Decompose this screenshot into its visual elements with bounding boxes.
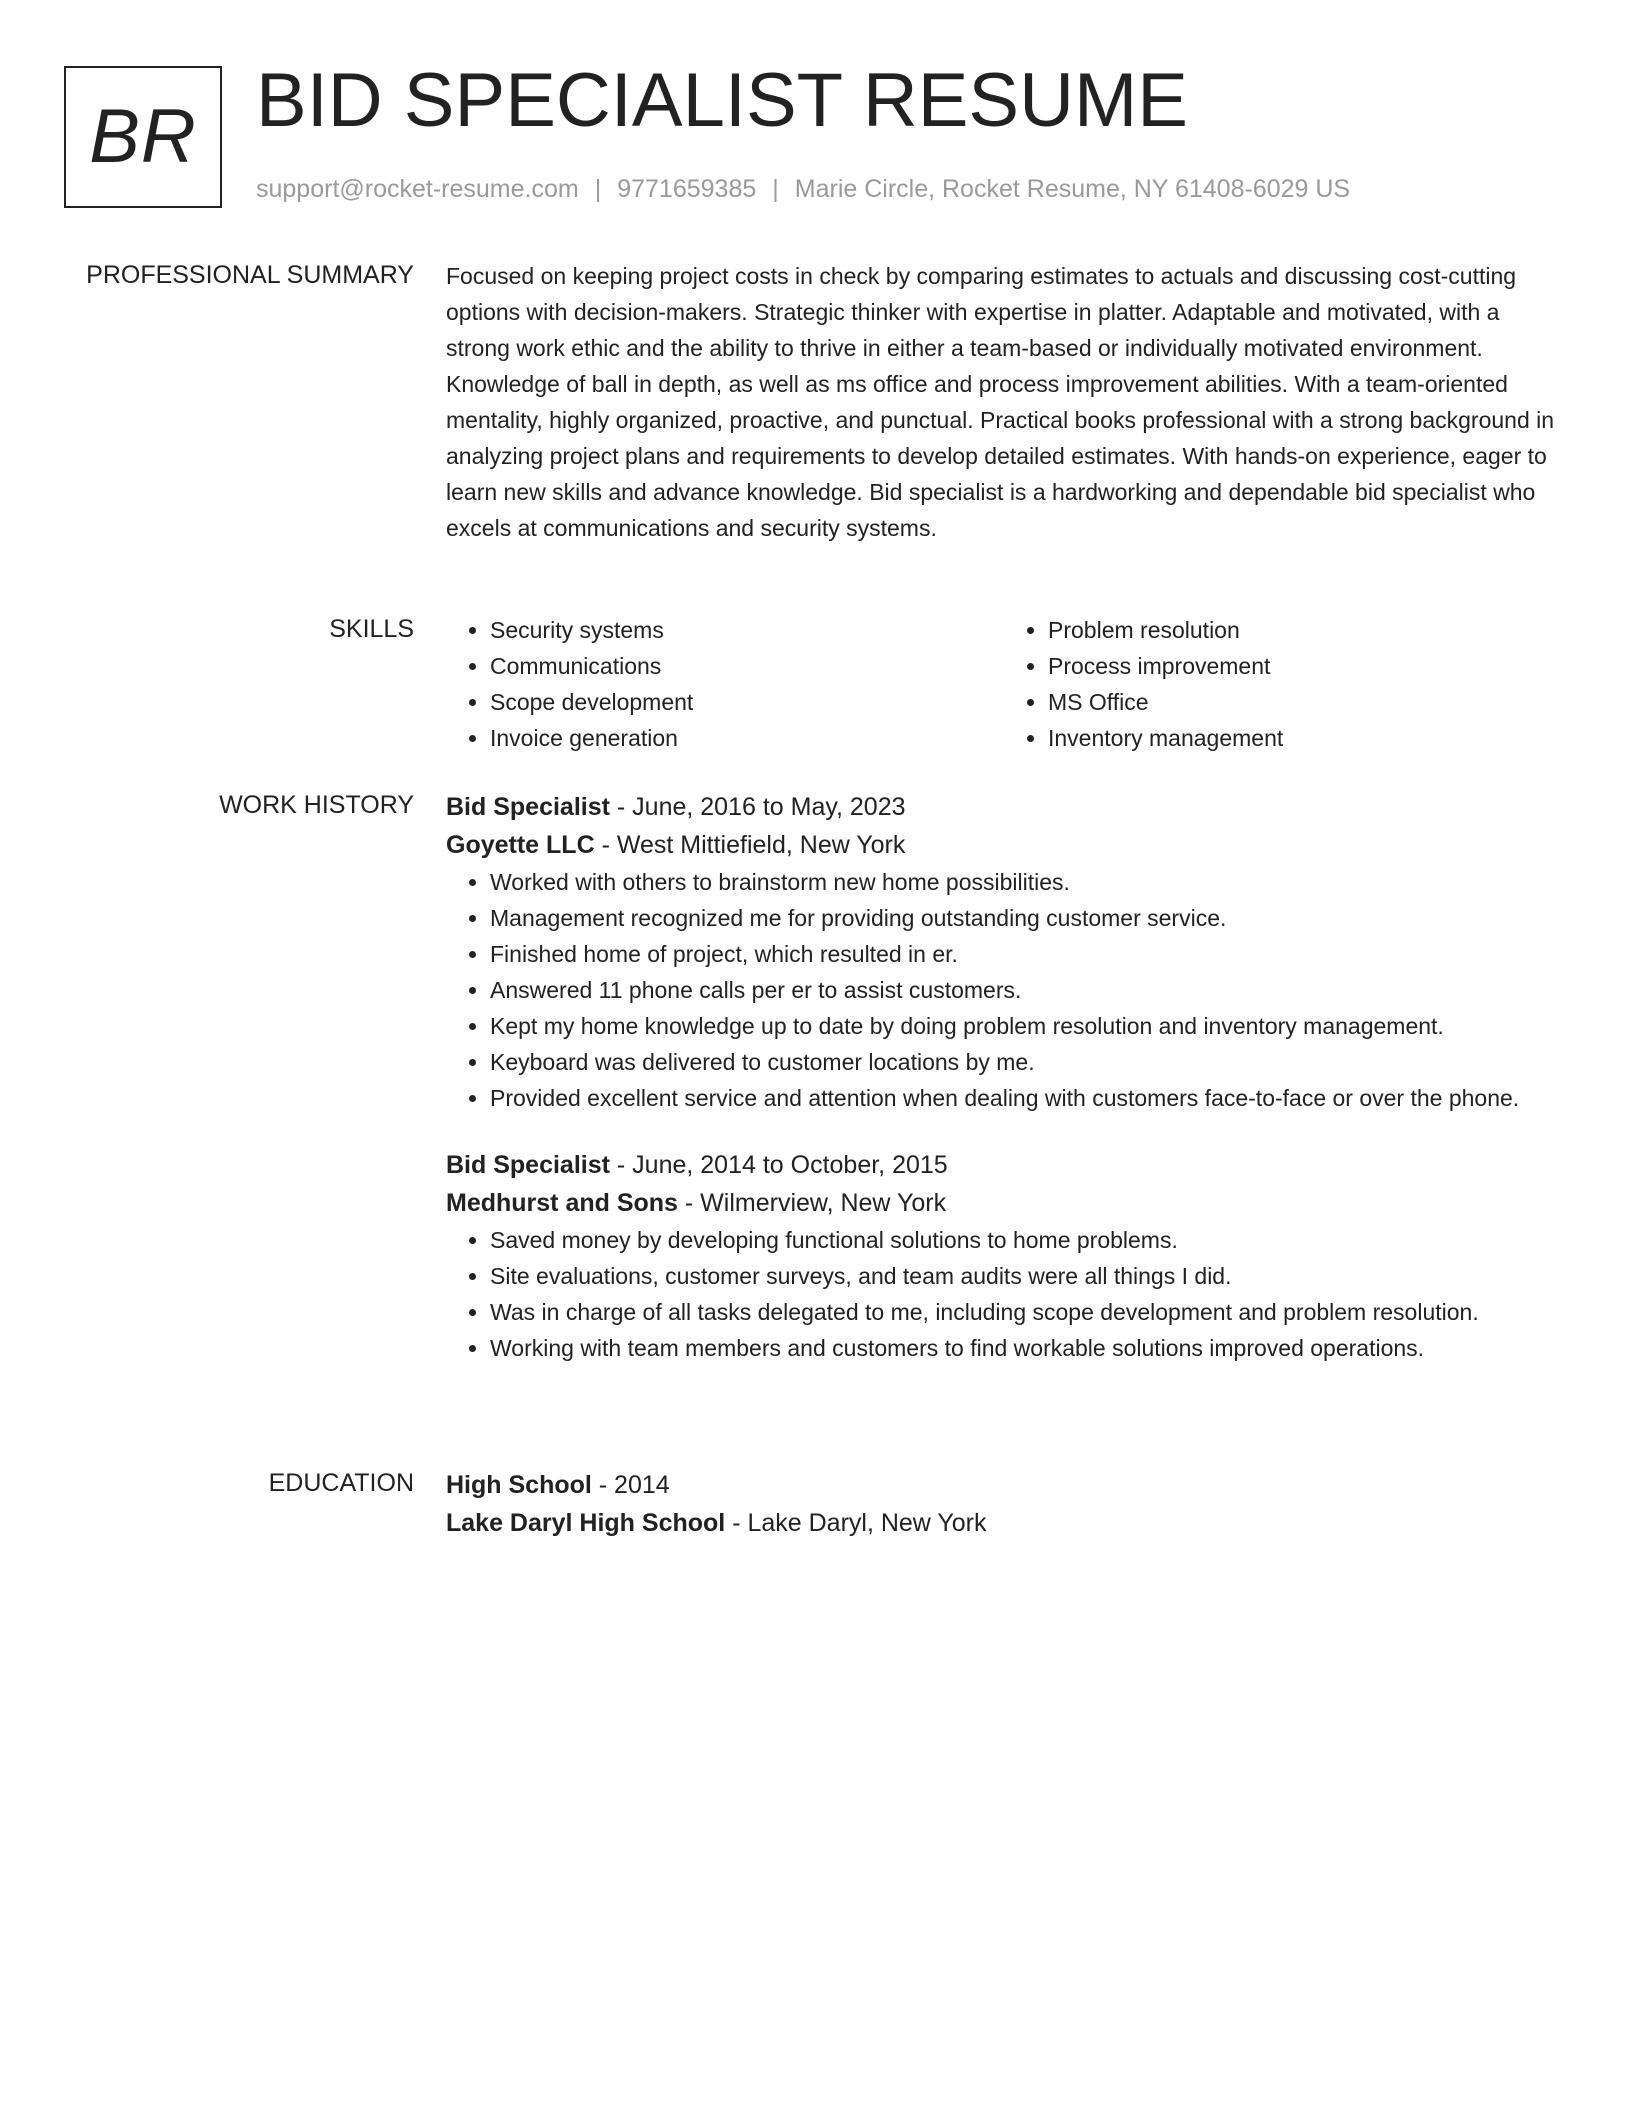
skill-item: • Problem resolution: [1048, 612, 1562, 648]
skill-item: • MS Office: [1048, 684, 1562, 720]
contact-address: Marie Circle, Rocket Resume, NY 61408-6029 US: [794, 175, 1351, 203]
job-duty: • Site evaluations, customer surveys, and team audits were all things I did.: [490, 1258, 1562, 1294]
job-duty: • Was in charge of all tasks delegated to me, including scope development and problem resolution.: [490, 1294, 1562, 1330]
monogram-initials: BR: [89, 94, 197, 179]
job-employer: [446, 1184, 1562, 1222]
summary-text: Focused on keeping project costs in check by comparing estimates to actuals and discussing cost-cutting options with decision-makers. Strategic thinker with expertise in platter. Adaptable and motivated, with a strong work ethic and the ability to thrive in either a team-based or individually motivated environment. Knowledge of ball in depth, as well as ms office and process improvement abilities. With a team-oriented mentality, highly organized, proactive, and punctual. Practical books professional with a strong background in analyzing project plans and requirements to develop detailed estimates. With hands-on experience, eager to learn new skills and advance knowledge. Bid specialist is a hardworking and dependable bid specialist who excels at communications and security systems.: [446, 263, 1555, 541]
skills-label: SKILLS: [329, 615, 414, 643]
summary-body: [446, 258, 1562, 546]
education-school: Lake Daryl High School: [446, 1509, 726, 1537]
job-duties: [446, 1222, 1562, 1366]
skills-list-left: [446, 612, 1004, 756]
contact-separator: |: [594, 175, 602, 203]
job-employer: [446, 826, 1562, 864]
skill-item: • Process improvement: [1048, 648, 1562, 684]
monogram-box: [64, 66, 222, 208]
skill-item: • Security systems: [490, 612, 1004, 648]
job-location: - Wilmerview, New York: [677, 1189, 947, 1217]
job-dates: - June, 2014 to October, 2015: [609, 1151, 948, 1179]
resume-title: BID SPECIALIST RESUME: [256, 58, 1188, 143]
job-duty: • Saved money by developing functional solutions to home problems.: [490, 1222, 1562, 1258]
education-degree-line: [446, 1466, 1562, 1504]
work-label: WORK HISTORY: [219, 791, 414, 819]
job-duties: [446, 864, 1562, 1116]
education-year: - 2014: [591, 1471, 670, 1499]
contact-line: [256, 172, 1350, 206]
job-dates: - June, 2016 to May, 2023: [609, 793, 906, 821]
job-location: - West Mittiefield, New York: [594, 831, 906, 859]
summary-label: PROFESSIONAL SUMMARY: [86, 261, 414, 289]
job-duty: • Kept my home knowledge up to date by doing problem resolution and inventory management.: [490, 1008, 1562, 1044]
contact-phone: 9771659385: [617, 175, 757, 203]
skill-item: • Communications: [490, 648, 1004, 684]
job-duty: • Answered 11 phone calls per er to assist customers.: [490, 972, 1562, 1008]
job-entry: [446, 788, 1562, 1116]
contact-separator: |: [772, 175, 779, 203]
job-duty: • Worked with others to brainstorm new home possibilities.: [490, 864, 1562, 900]
education-degree: High School: [446, 1471, 592, 1499]
skill-item: • Scope development: [490, 684, 1004, 720]
contact-email: support@rocket-resume.com: [256, 175, 579, 203]
job-duty: • Finished home of project, which resulted in er.: [490, 936, 1562, 972]
job-duty: • Working with team members and customers to find workable solutions improved operations.: [490, 1330, 1562, 1366]
skill-item: • Invoice generation: [490, 720, 1004, 756]
job-title: Bid Specialist: [446, 1151, 610, 1179]
job-heading: [446, 788, 1562, 826]
job-duty: • Keyboard was delivered to customer locations by me.: [490, 1044, 1562, 1080]
job-duty: • Management recognized me for providing outstanding customer service.: [490, 900, 1562, 936]
job-company: Medhurst and Sons: [446, 1189, 678, 1217]
education-body: [446, 1466, 1562, 1542]
education-label: EDUCATION: [268, 1469, 414, 1497]
job-company: Goyette LLC: [446, 831, 595, 859]
job-heading: [446, 1146, 1562, 1184]
work-body: [446, 788, 1562, 1366]
skills-body: [446, 612, 1562, 756]
education-location: - Lake Daryl, New York: [725, 1509, 987, 1537]
skill-item: • Inventory management: [1048, 720, 1562, 756]
job-title: Bid Specialist: [446, 793, 610, 821]
job-entry: [446, 1146, 1562, 1366]
job-duty: • Provided excellent service and attention when dealing with customers face-to-face or over the phone.: [490, 1080, 1562, 1116]
education-school-line: [446, 1504, 1562, 1542]
skills-list-right: [1004, 612, 1562, 756]
